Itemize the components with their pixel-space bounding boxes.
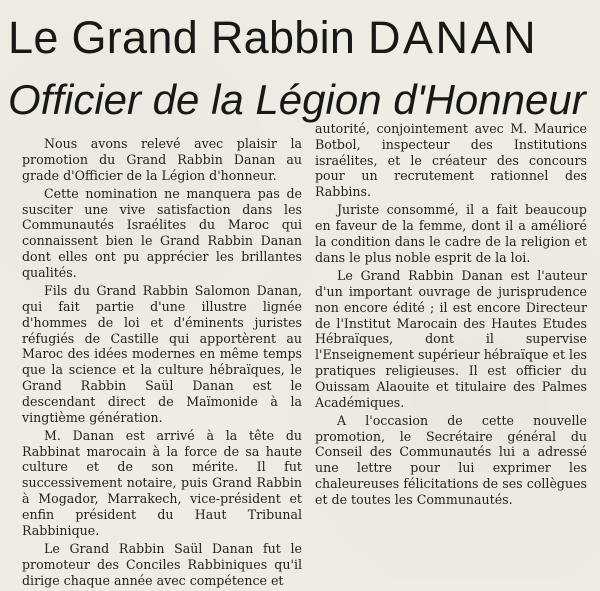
paragraph: M. Danan est arrivé à la tête du Rabbinat marocain à la force de sa haute culture et de son mérite. Il fut successivement notaire, puis Grand Rabbin à Mogador, Marrakech, vice-président et enfin président du Haut Tribunal Rabbinique.: [22, 427, 302, 538]
headline-prefix: Le Grand Rabbin: [8, 12, 356, 63]
paragraph: Juriste consommé, il a fait beaucoup en faveur de la femme, dont il a amélioré la condition dans le cadre de la religion et dans le plus noble esprit de la loi.: [315, 202, 587, 265]
paragraph: A l'occasion de cette nouvelle promotion, le Secrétaire général du Conseil des Communautés lui a adressé une lettre pour lui exprimer les chaleureuses félicitations de ses collègues et de toutes les Communautés.: [315, 412, 587, 507]
paragraph: Cette nomination ne manquera pas de susciter une vive satisfaction dans les Communautés Israélites du Maroc qui connaissent bien le Grand Rabbin Danan dont elles ont pu apprécier les brillantes qualités.: [22, 185, 302, 280]
paragraph-continued: autorité, conjointement avec M. Maurice Botbol, inspecteur des Institutions israélites, et le créateur des concours pour un recrutement rationnel des Rabbins.: [315, 121, 587, 200]
headline-name: DANAN: [368, 12, 539, 63]
paragraph: Nous avons relevé avec plaisir la promotion du Grand Rabbin Danan au grade d'Officier de la Légion d'honneur.: [22, 136, 302, 183]
paragraph: Le Grand Rabbin Danan est l'auteur d'un important ouvrage de jurisprudence non encore édité ; il est encore Directeur de l'Institut Marocain des Hautes Etudes Hébraïques, dont il supervise l'Enseignement supérieur hébraïque et les pratiques religieuses. Il est officier du Ouissam Alaouite et titulaire des Palmes Académiques.: [315, 268, 587, 410]
paragraph: Le Grand Rabbin Saül Danan fut le promoteur des Conciles Rabbiniques qu'il dirige chaque année avec compétence et: [22, 540, 302, 588]
paragraph: Fils du Grand Rabbin Salomon Danan, qui fait partie d'une illustre lignée d'hommes de loi et d'éminents juristes réfugiés de Castille qui apportèrent au Maroc des idées modernes en même temps que la science et la culture hébraïques, le Grand Rabbin Saül Danan est le descendant direct de Maïmonide à la vingtième génération.: [22, 283, 302, 425]
right-column: [315, 121, 587, 510]
article-headline: [8, 6, 592, 70]
article-subtitle: Officier de la Légion d'Honneur: [8, 76, 586, 123]
left-column: [22, 136, 302, 591]
